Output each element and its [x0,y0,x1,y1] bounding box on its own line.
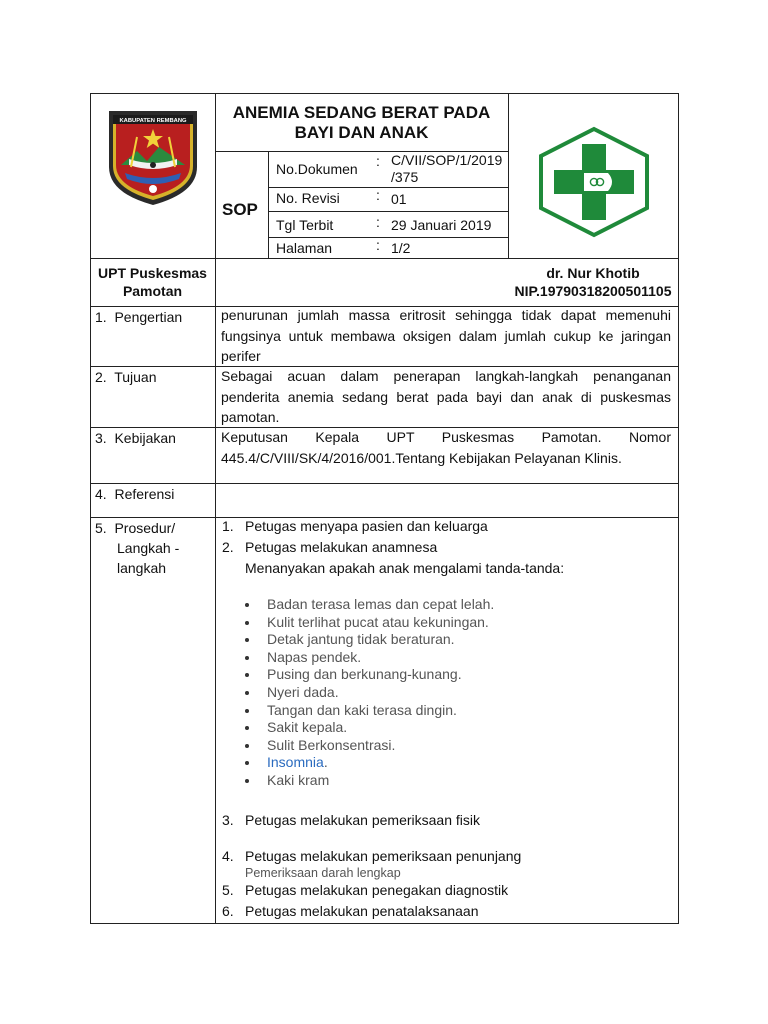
symptom-item: Detak jantung tidak beraturan. [243,631,494,649]
field-value-halaman: 1/2 [391,240,411,256]
anamnesa-intro: Menanyakan apakah anak mengalami tanda-tanda: [245,560,565,576]
step-text: Petugas menyapa pasien dan keluarga [245,518,488,534]
row-label-referensi: 4. Referensi [95,486,175,502]
field-label-no-revisi: No. Revisi [276,190,340,206]
symptom-item: Kaki kram [243,772,494,790]
sop-label: SOP [222,200,258,219]
org-name-line1: UPT Puskesmas [98,265,207,281]
symptom-item: Sulit Berkonsentrasi. [243,737,494,755]
step-number: 5. [222,882,234,898]
sop-title-line2: BAYI DAN ANAK [294,123,429,142]
symptom-item: Kulit terlihat pucat atau kekuningan. [243,614,494,632]
step-text: Petugas melakukan penatalaksanaan [245,903,479,919]
field-value-no-revisi: 01 [391,191,407,207]
signer-name: dr. Nur Khotib [546,265,640,281]
field-label-halaman: Halaman [276,240,333,256]
field-label-no-dokumen: No.Dokumen [276,161,358,177]
field-value-tgl-terbit: 29 Januari 2019 [391,217,492,233]
symptom-item: Sakit kepala. [243,719,494,737]
regency-crest-logo [107,107,199,207]
row-label-prosedur-cont: Langkah - [117,540,180,556]
step-text: Petugas melakukan anamnesa [245,539,438,555]
regency-label: KABUPATEN REMBANG [119,118,187,124]
row-text-pengertian: penurunan jumlah massa eritrosit sehingga tidak dapat memenuhi fungsinya untuk membawa oksigen dalam jumlah cukup ke jaringan perifer [221,307,671,364]
row-label-prosedur-cont: langkah [117,560,167,576]
field-sep: : [376,214,380,230]
symptom-item: Nyeri dada. [243,684,494,702]
symptom-item: Insomnia. [243,754,494,772]
step-number: 2. [222,539,234,555]
row-text-tujuan: Sebagai acuan dalam penerapan langkah-langkah penanganan penderita anemia sedang berat pada bayi dan anak di puskesmas pamotan. [221,368,671,425]
row-label-prosedur: 5. Prosedur/ [95,520,176,536]
field-sep: : [376,237,380,253]
field-label-tgl-terbit: Tgl Terbit [276,217,334,233]
field-sep: : [376,153,380,169]
step-number: 4. [222,848,234,864]
step-number: 3. [222,812,234,828]
org-name-line2: Pamotan [122,283,183,299]
step-text: Petugas melakukan penegakan diagnostik [245,882,509,898]
symptom-item: Pusing dan berkunang-kunang. [243,666,494,684]
field-value-no-dokumen: C/VII/SOP/1/2019 [391,152,503,168]
field-value-no-dokumen-cont: /375 [391,169,419,185]
symptom-item: Tangan dan kaki terasa dingin. [243,702,494,720]
row-text-kebijakan: Keputusan Kepala UPT Puskesmas Pamotan. Nomor 445.4/C/VIII/SK/4/2016/001.Tentang Kebijakan Pelayanan Klinis. [221,429,671,466]
step-number: 1. [222,518,234,534]
row-label-pengertian: 1. Pengertian [95,309,183,325]
step-number: 6. [222,903,234,919]
step-text: Petugas melakukan pemeriksaan penunjang [245,848,522,864]
insomnia-link[interactable]: Insomnia [267,754,324,771]
field-sep: : [376,187,380,203]
symptom-list [243,596,494,790]
health-cross-logo [538,126,650,238]
penunjang-note: Pemeriksaan darah lengkap [245,866,401,880]
signer-nip: NIP.19790318200501105 [514,283,672,299]
sop-title-line1: ANEMIA SEDANG BERAT PADA [232,103,491,122]
row-label-tujuan: 2. Tujuan [95,369,157,385]
symptom-item: Badan terasa lemas dan cepat lelah. [243,596,494,614]
row-label-kebijakan: 3. Kebijakan [95,430,176,446]
step-text: Petugas melakukan pemeriksaan fisik [245,812,481,828]
symptom-item: Napas pendek. [243,649,494,667]
